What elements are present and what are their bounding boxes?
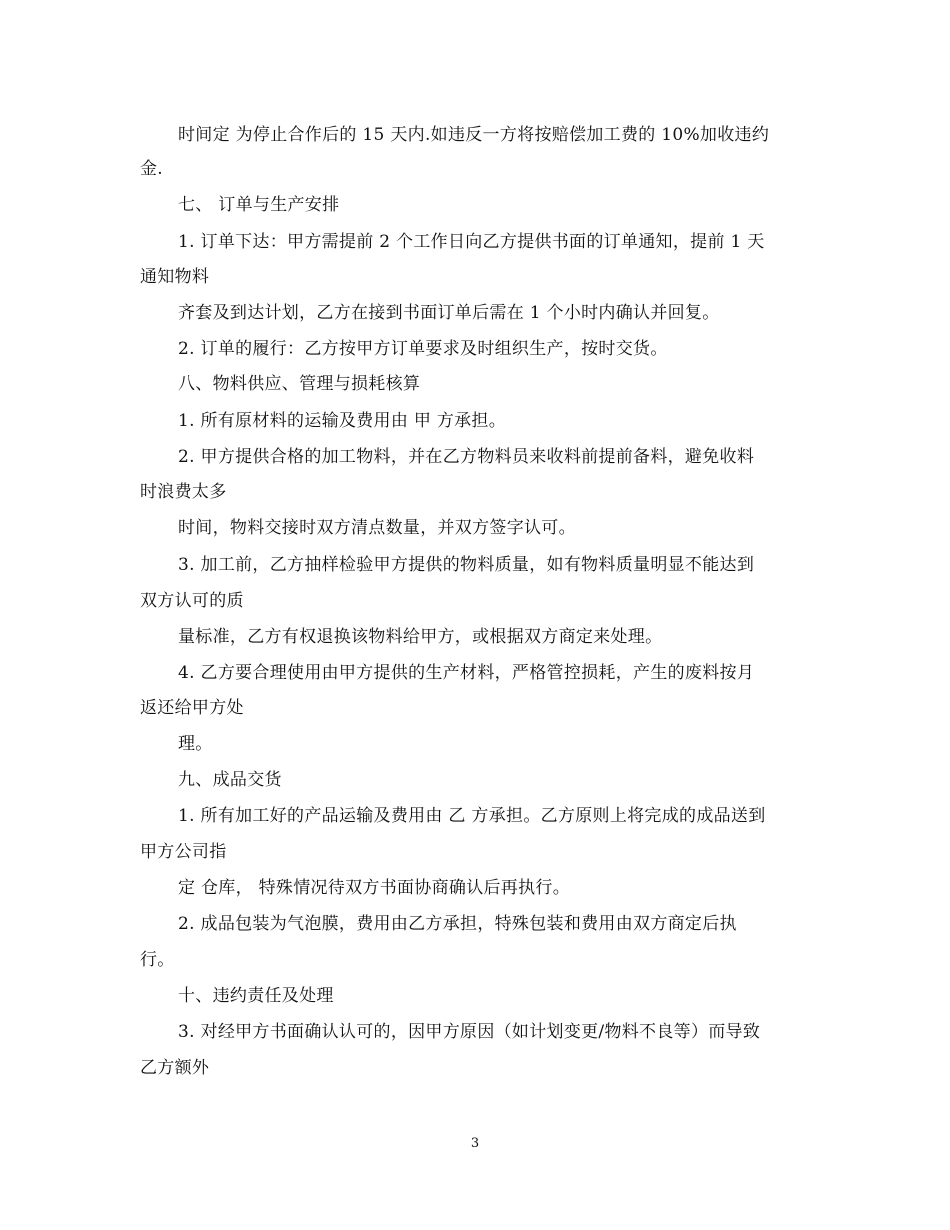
section-heading: 十、违约责任及处理 bbox=[178, 986, 334, 1006]
text-line: 齐套及到达计划，乙方在接到书面订单后需在 1 个小时内确认并回复。 bbox=[178, 303, 720, 323]
text-line: 2. 成品包装为气泡膜，费用由乙方承担，特殊包装和费用由双方商定后执 bbox=[178, 914, 737, 934]
text-line: 金. bbox=[140, 159, 164, 179]
text-line: 3. 加工前，乙方抽样检验甲方提供的物料质量，如有物料质量明显不能达到 bbox=[178, 555, 755, 575]
text-line: 甲方公司指 bbox=[140, 842, 227, 862]
text-line: 返还给甲方处 bbox=[140, 698, 244, 718]
text-line: 时浪费太多 bbox=[140, 482, 227, 502]
section-heading: 八、物料供应、管理与损耗核算 bbox=[178, 374, 421, 394]
text-line: 时间，物料交接时双方清点数量，并双方签字认可。 bbox=[178, 518, 576, 538]
text-line: 行。 bbox=[140, 950, 175, 970]
text-line: 3. 对经甲方书面确认认可的，因甲方原因（如计划变更/物料不良等）而导致 bbox=[178, 1022, 761, 1042]
text-line: 双方认可的质 bbox=[140, 591, 244, 611]
section-heading: 七、 订单与生产安排 bbox=[178, 195, 340, 215]
text-line: 4. 乙方要合理使用由甲方提供的生产材料，严格管控损耗，产生的废料按月 bbox=[178, 663, 755, 683]
text-line: 定 仓库， 特殊情况待双方书面协商确认后再执行。 bbox=[178, 878, 571, 898]
text-line: 通知物料 bbox=[140, 267, 210, 287]
text-line: 2. 甲方提供合格的加工物料，并在乙方物料员来收料前提前备料，避免收料 bbox=[178, 447, 755, 467]
page-number: 3 bbox=[470, 1136, 480, 1151]
text-line: 乙方额外 bbox=[140, 1058, 210, 1078]
text-line: 量标准，乙方有权退换该物料给甲方，或根据双方商定来处理。 bbox=[178, 627, 663, 647]
text-line: 时间定 为停止合作后的 15 天内.如违反一方将按赔偿加工费的 10%加收违约 bbox=[178, 125, 770, 145]
text-line: 1. 所有加工好的产品运输及费用由 乙 方承担。乙方原则上将完成的成品送到 bbox=[178, 806, 766, 826]
text-line: 1. 所有原材料的运输及费用由 甲 方承担。 bbox=[178, 411, 507, 431]
text-line: 理。 bbox=[178, 734, 213, 754]
text-line: 1. 订单下达：甲方需提前 2 个工作日向乙方提供书面的订单通知，提前 1 天 bbox=[178, 232, 765, 252]
text-line: 2. 订单的履行：乙方按甲方订单要求及时组织生产，按时交货。 bbox=[178, 339, 668, 359]
section-heading: 九、成品交货 bbox=[178, 770, 282, 790]
